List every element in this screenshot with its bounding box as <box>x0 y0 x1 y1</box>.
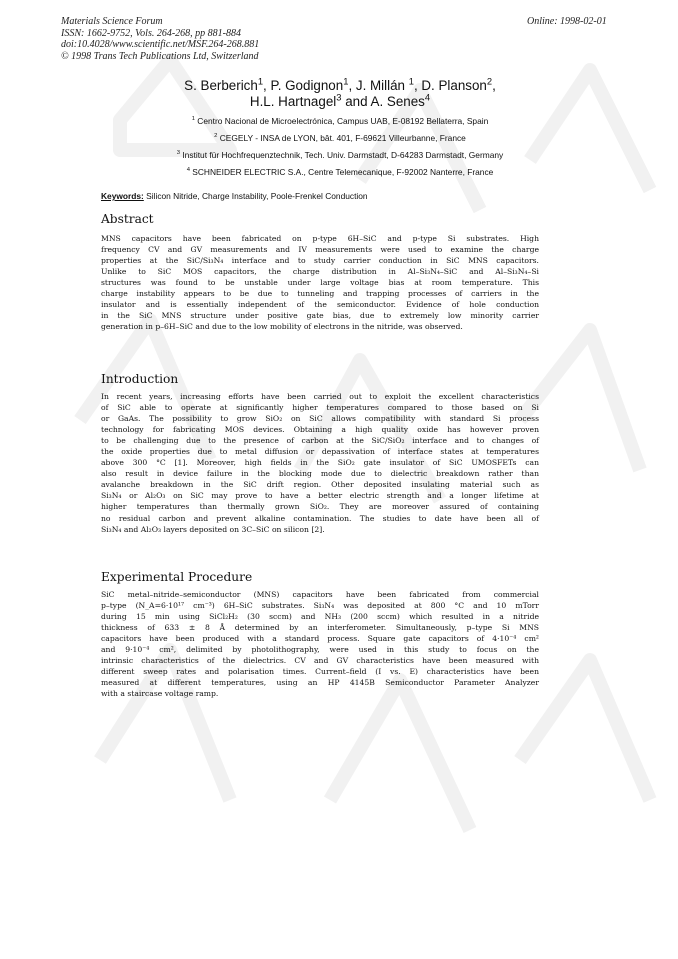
affiliation-3: $^3$ Institut für Hochfrequenztechnik, Tech. Univ. Darmstadt, D-64283 Darmstadt, Germany <box>176 150 504 160</box>
authors-line-1: S. Berberich$^1$, P. Godignon$^1$, J. Millán $^1$, D. Planson$^2$, <box>184 76 496 93</box>
doi-line[interactable]: doi:10.4028/www.scientific.net/MSF.264-268.881 <box>61 39 260 50</box>
author-affil-num: 4 <box>424 92 431 103</box>
author-name: , D. Planson <box>413 78 487 93</box>
author-name: and A. Senes <box>341 94 425 109</box>
keywords-line <box>101 191 368 201</box>
abstract-body: MNS capacitors have been fabricated on p-type 6H–SiC and p-type Si substrates. High frequency CV and GV measurements and IV measurements were used to examine the charge properties at the SiC/Si₃N₄ interface and to study carrier conduction in SiC MNS capacitors. Unlike to SiC MOS capacitors, the charge distribution in Al–Si₃N₄–SiC and Al–Si₃N₄–Si structures was found to be unstable under large voltage bias at room temperature. This charge instability appears to be due to tunneling and trapping processes of carriers in the insulator and is essentially independent of the semiconductor. Evidence of hole conduction in the SiC MNS structure under positive gate bias, due to extremely low minority carrier generation in p–6H–SiC and due to the low mobility of electrons in the nitride, was observed. <box>101 234 539 332</box>
author-affil-num: 1 <box>408 76 414 87</box>
author-name: H.L. Hartnagel <box>249 94 337 109</box>
introduction-body: In recent years, increasing efforts have been carried out to exploit the excellent characteristics of SiC able to operate at significantly higher temperatures compared to those based on Si or GaAs. The possibility to grow SiO₂ on SiC allows compatibility with standard Si process technology for fabricating MOS devices. Obtaining a high quality oxide has however proven to be challenging due to the presence of carbon at the SiC/SiO₂ interface and to changes of the oxide properties due to metal diffusion or depassivation of interface states at temperatures above 300 °C [1]. Moreover, high fields in the SiO₂ gate insulator of SiC UMOSFETs can also result in device failure in the blocking mode due to dielectric breakdown rather than avalanche breakdown in the SiC drift region. Other deposited insulating material such as Si₃N₄ or Al₂O₃ on SiC may prove to have a better electric strength and a longer lifetime at higher temperatures than thermally grown SiO₂. They are moreover assured of containing no residual carbon and prevent alkaline contamination. The studies to date have been all of Si₃N₄ and Al₂O₃ layers deposited on 3C–SiC on silicon [2]. <box>101 392 539 534</box>
copyright-line: © 1998 Trans Tech Publications Ltd, Switzerland <box>61 50 259 62</box>
journal-header <box>61 16 259 62</box>
experimental-heading: Experimental Procedure <box>101 570 253 584</box>
affiliation-4: $^4$ SCHNEIDER ELECTRIC S.A., Centre Telemecanique, F-92002 Nanterre, France <box>186 167 494 177</box>
online-date: Online: 1998-02-01 <box>527 16 607 27</box>
issn-line: ISSN: 1662-9752, Vols. 264-268, pp 881-884 <box>61 27 241 39</box>
author-name: , J. Millán <box>348 78 409 93</box>
journal-name: Materials Science Forum <box>61 16 163 27</box>
experimental-body: SiC metal–nitride–semiconductor (MNS) capacitors have been fabricated from commercial p–type (N_A=6·10¹⁷ cm⁻³) 6H–SiC substrates. Si₃N₄ was deposited at 800 °C and 10 mTorr during 15 min using SiCl₂H₂ (30 sccm) and NH₃ (200 sccm) which resulted in a nitride thickness of 633 ± 8 Å determined by an interferometer. Simultaneously, p–type Si MNS capacitors have been produced with a standard process. Square gate capacitors of 4·10⁻⁴ cm² and 9·10⁻⁴ cm², delimited by photolithography, were used in this study to focus on the intrinsic characteristics of the dielectrics. CV and GV characteristics have been measured with different sweep rates and polarisation times. Current–field (I vs. E) characteristics have been measured at different temperatures, using an HP 4145B Semiconductor Parameter Analyzer with a staircase voltage ramp. <box>101 590 539 699</box>
author-name: S. Berberich <box>184 78 258 93</box>
author-affil-num: 2 <box>486 76 493 87</box>
abstract-heading: Abstract <box>101 212 154 226</box>
author-name: , P. Godignon <box>263 78 344 93</box>
affiliation-1: $^1$ Centro Nacional de Microelectrónica, Campus UAB, E-08192 Bellaterra, Spain <box>191 116 489 126</box>
author-affil-num: 3 <box>336 92 342 103</box>
author-affil-num: 1 <box>343 76 349 87</box>
author-affil-num: 1 <box>257 76 264 87</box>
keywords-label: Keywords: <box>101 191 144 201</box>
keywords-text: Silicon Nitride, Charge Instability, Poole-Frenkel Conduction <box>143 191 368 201</box>
authors-line-2 <box>60 94 620 109</box>
affiliation-2: $^2$ CEGELY - INSA de LYON, bât. 401, F-69621 Villeurbanne, France <box>214 133 466 143</box>
introduction-heading: Introduction <box>101 372 179 386</box>
